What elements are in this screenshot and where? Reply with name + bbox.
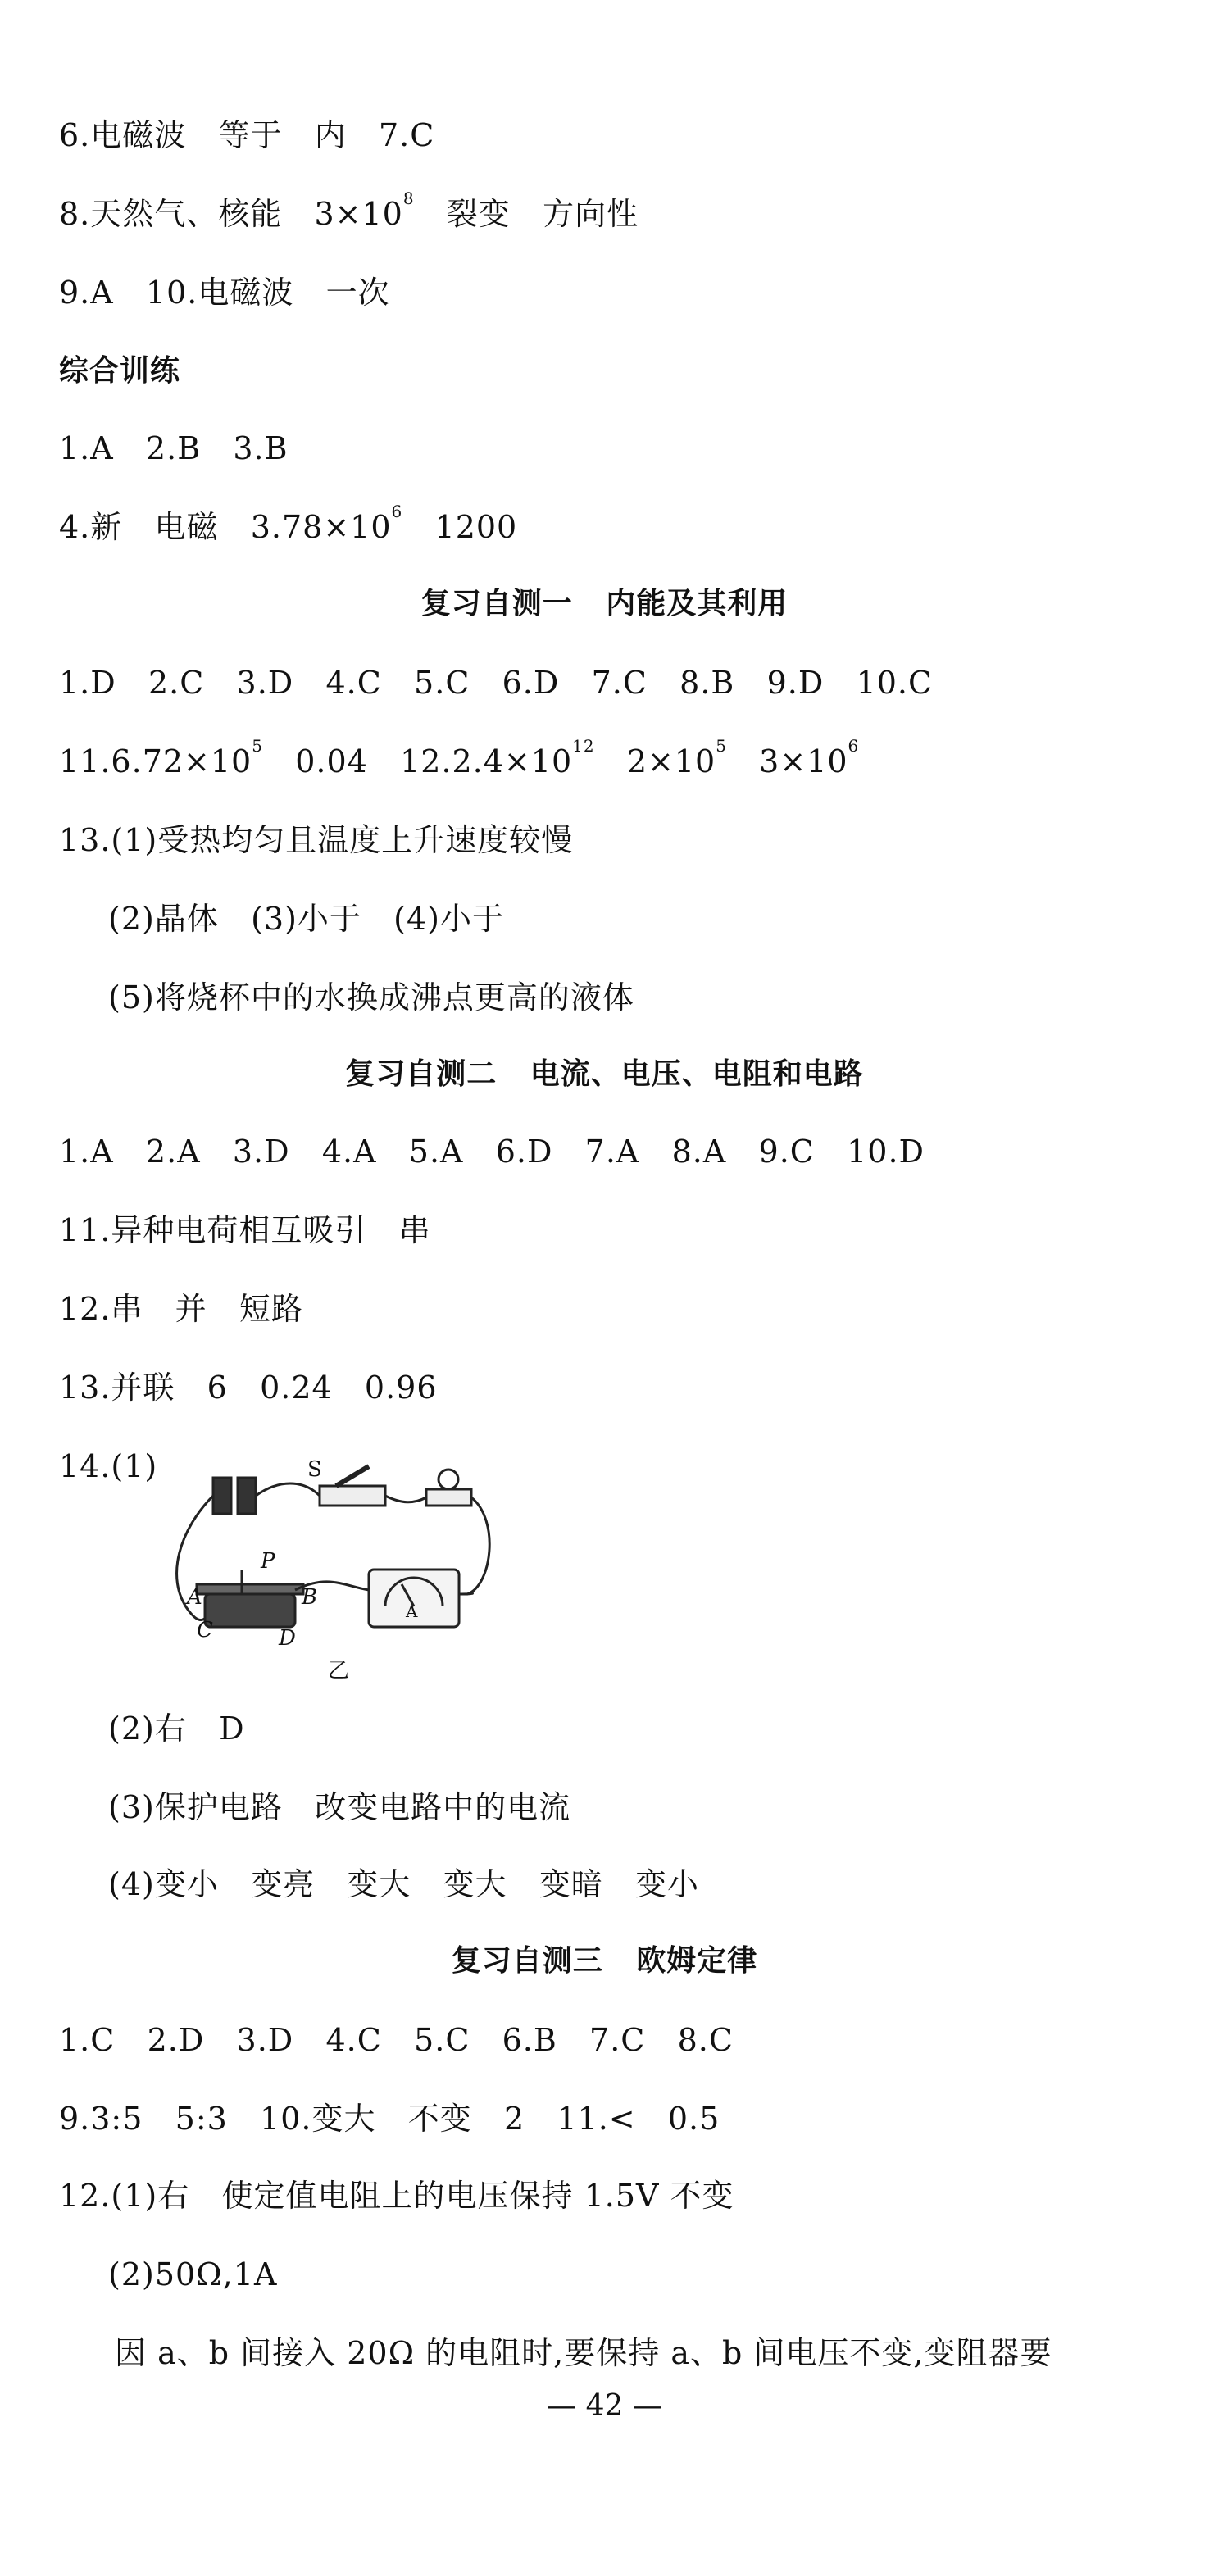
answer-line: 1.A 2.B 3.B [59, 430, 289, 466]
answer-line: 1.A 2.A 3.D 4.A 5.A 6.D 7.A 8.A 9.C 10.D [59, 1134, 925, 1170]
line-text: 8.天然气、核能 3×10 [59, 196, 403, 232]
label-a: A [187, 1585, 202, 1610]
answer-line [59, 502, 518, 547]
answer-line: 13.(1)受热均匀且温度上升速度较慢 [59, 822, 574, 858]
line-text: 1200 [402, 509, 518, 545]
answer-line: (2)晶体 (3)小于 (4)小于 [108, 901, 504, 937]
answer-line: 13.并联 6 0.24 0.96 [59, 1370, 438, 1406]
exponent: 6 [848, 736, 860, 756]
exponent: 12 [572, 736, 595, 756]
answer-line: (5)将烧杯中的水换成沸点更高的液体 [108, 979, 634, 1015]
answer-line: (2)50Ω,1A [108, 2256, 278, 2292]
answer-line: (4)变小 变亮 变大 变大 变暗 变小 [108, 1866, 700, 1902]
figure-caption: 乙 [328, 1659, 350, 1683]
section-heading: 复习自测一 内能及其利用 [420, 587, 789, 620]
section-heading: 综合训练 [59, 354, 181, 388]
answer-line: 12.(1)右 使定值电阻上的电压保持 1.5V 不变 [59, 2178, 734, 2214]
label-c: C [197, 1618, 213, 1642]
exponent: 5 [716, 736, 727, 756]
answer-line: 因 a、b 间接入 20Ω 的电阻时,要保持 a、b 间电压不变,变阻器要 [115, 2335, 1052, 2371]
answer-line: (3)保护电路 改变电路中的电流 [108, 1789, 571, 1825]
line-text: 4.新 电磁 3.78×10 [59, 509, 392, 545]
answer-line: 9.3:5 5:3 10.变大 不变 2 11.< 0.5 [59, 2101, 720, 2137]
answer-line [59, 736, 860, 782]
label-b: B [302, 1585, 318, 1610]
exponent: 6 [391, 502, 403, 521]
answer-line: 14.(1) [59, 1448, 158, 1484]
answer-line: 1.C 2.D 3.D 4.C 5.C 6.B 7.C 8.C [59, 2022, 734, 2058]
meter-label: A [406, 1601, 418, 1621]
circuit-diagram [164, 1447, 508, 1684]
exponent: 5 [252, 736, 263, 756]
answer-line: 1.D 2.C 3.D 4.C 5.C 6.D 7.C 8.B 9.D 10.C [59, 665, 934, 701]
page-number: — 42 — [547, 2389, 662, 2423]
answer-line: 12.串 并 短路 [59, 1291, 303, 1327]
label-p: P [261, 1549, 275, 1574]
line-text: 2×10 [594, 743, 716, 779]
label-d: D [279, 1626, 296, 1651]
line-text: 3×10 [726, 743, 848, 779]
answer-line [59, 189, 639, 234]
label-s: S [307, 1457, 322, 1482]
answer-line: 11.异种电荷相互吸引 串 [59, 1212, 431, 1248]
line-text: 裂变 方向性 [414, 196, 639, 232]
section-heading: 复习自测二 电流、电压、电阻和电路 [345, 1057, 864, 1091]
line-text: 0.04 12.2.4×10 [262, 743, 573, 779]
exponent: 8 [402, 189, 415, 208]
answer-line: 9.A 10.电磁波 一次 [59, 275, 390, 311]
answer-line: (2)右 D [108, 1711, 245, 1747]
answer-line: 6.电磁波 等于 内 7.C [59, 117, 435, 153]
section-heading: 复习自测三 欧姆定律 [451, 1944, 758, 1978]
line-text: 11.6.72×10 [59, 743, 252, 779]
